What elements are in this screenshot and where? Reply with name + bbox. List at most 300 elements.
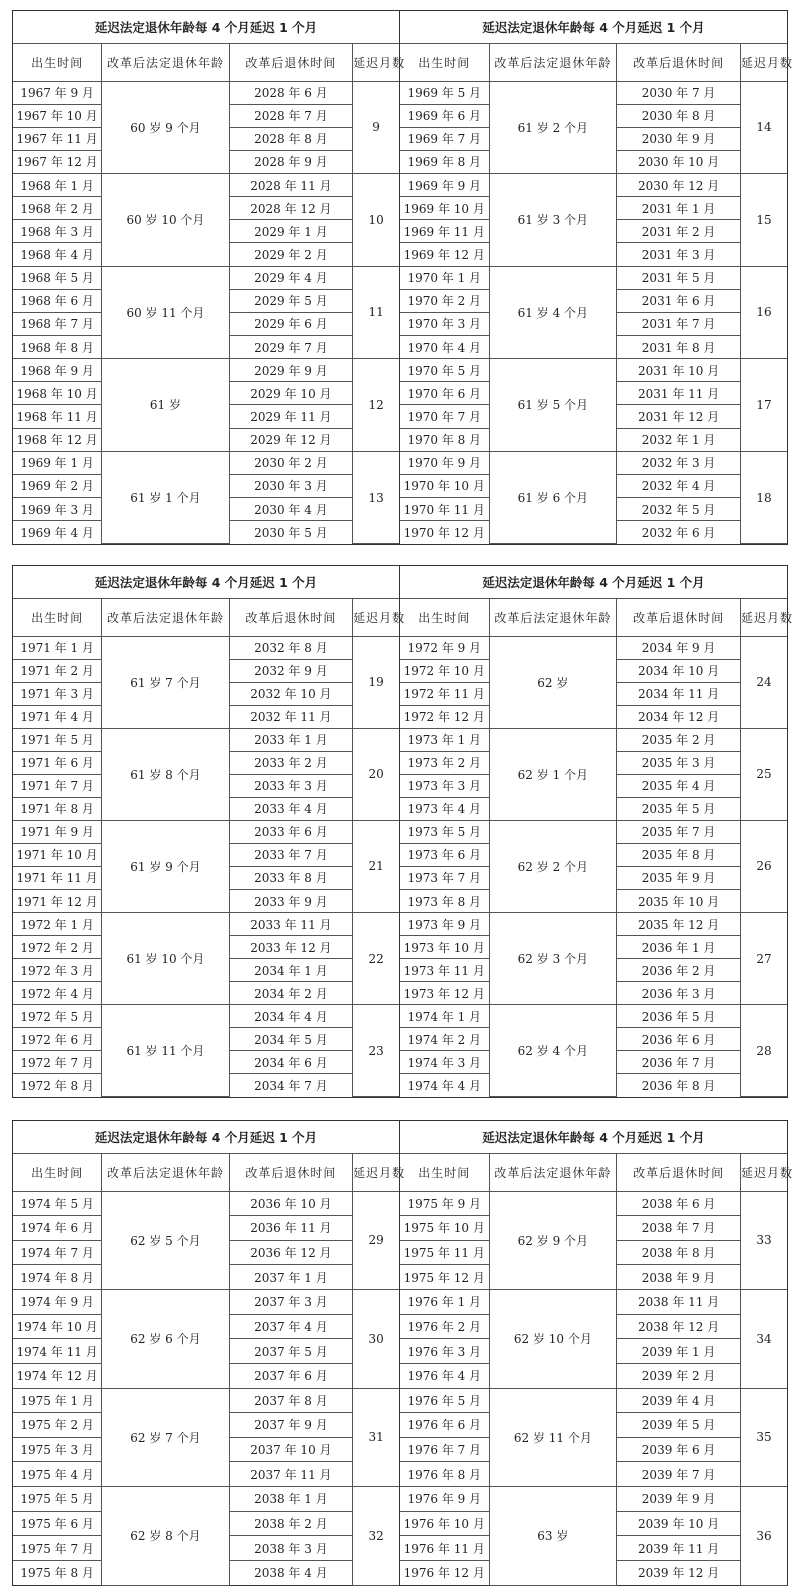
retirement-age-cell: 62 岁 9 个月 <box>489 1191 617 1290</box>
birth-date-cell: 1973 年 9 月 <box>400 913 489 936</box>
birth-date-cell: 1973 年 3 月 <box>400 774 489 797</box>
retirement-date-cell: 2039 年 1 月 <box>617 1339 741 1364</box>
birth-date-cell: 1974 年 7 月 <box>13 1240 102 1265</box>
birth-date-cell: 1972 年 12 月 <box>400 705 489 728</box>
retirement-date-cell: 2034 年 4 月 <box>229 1005 353 1028</box>
birth-date-cell: 1968 年 7 月 <box>13 312 102 335</box>
table-row <box>13 1005 399 1028</box>
header-retirement-date: 改革后退休时间 <box>229 598 353 636</box>
retirement-date-cell: 2037 年 1 月 <box>229 1265 353 1290</box>
delay-months-cell: 32 <box>353 1487 399 1586</box>
birth-date-cell: 1974 年 6 月 <box>13 1216 102 1241</box>
table-title: 延迟法定退休年龄每 4 个月延迟 1 个月 <box>13 566 399 598</box>
delay-months-cell: 15 <box>741 174 787 267</box>
header-birth-date: 出生时间 <box>400 1153 489 1191</box>
birth-date-cell: 1968 年 10 月 <box>13 382 102 405</box>
retirement-date-cell: 2032 年 5 月 <box>617 498 741 521</box>
birth-date-cell: 1973 年 11 月 <box>400 959 489 982</box>
retirement-age-cell: 62 岁 6 个月 <box>102 1290 229 1389</box>
birth-date-cell: 1969 年 3 月 <box>13 498 102 521</box>
retirement-age-cell: 60 岁 10 个月 <box>102 174 229 267</box>
retirement-date-cell: 2028 年 12 月 <box>229 197 353 220</box>
retirement-date-cell: 2036 年 1 月 <box>617 936 741 959</box>
retirement-age-cell: 62 岁 <box>489 636 617 728</box>
birth-date-cell: 1970 年 4 月 <box>400 336 489 359</box>
retirement-date-cell: 2035 年 8 月 <box>617 843 741 866</box>
birth-date-cell: 1973 年 6 月 <box>400 843 489 866</box>
table-half-right <box>400 566 794 1097</box>
retirement-date-cell: 2034 年 1 月 <box>229 959 353 982</box>
birth-date-cell: 1975 年 12 月 <box>400 1265 489 1290</box>
birth-date-cell: 1968 年 4 月 <box>13 243 102 266</box>
birth-date-cell: 1968 年 1 月 <box>13 174 102 197</box>
birth-date-cell: 1974 年 2 月 <box>400 1028 489 1051</box>
header-delay-months: 延迟月数 <box>353 1153 399 1191</box>
birth-date-cell: 1970 年 8 月 <box>400 428 489 451</box>
birth-date-cell: 1976 年 5 月 <box>400 1388 489 1413</box>
retirement-schedule-table <box>13 1121 406 1586</box>
birth-date-cell: 1972 年 7 月 <box>13 1051 102 1074</box>
retirement-date-cell: 2038 年 4 月 <box>229 1560 353 1585</box>
birth-date-cell: 1969 年 8 月 <box>400 150 489 173</box>
retirement-date-cell: 2034 年 2 月 <box>229 982 353 1005</box>
retirement-age-cell: 62 岁 7 个月 <box>102 1388 229 1487</box>
table-row <box>400 1191 787 1216</box>
retirement-date-cell: 2039 年 9 月 <box>617 1487 741 1512</box>
birth-date-cell: 1975 年 5 月 <box>13 1487 102 1512</box>
retirement-date-cell: 2035 年 12 月 <box>617 913 741 936</box>
table-row <box>400 359 787 382</box>
birth-date-cell: 1968 年 5 月 <box>13 266 102 289</box>
table-row <box>13 1290 399 1315</box>
retirement-date-cell: 2039 年 7 月 <box>617 1462 741 1487</box>
retirement-date-cell: 2033 年 3 月 <box>229 774 353 797</box>
retirement-date-cell: 2035 年 10 月 <box>617 890 741 913</box>
retirement-date-cell: 2034 年 12 月 <box>617 705 741 728</box>
retirement-age-cell: 61 岁 3 个月 <box>489 174 617 267</box>
retirement-date-cell: 2034 年 11 月 <box>617 682 741 705</box>
retirement-date-cell: 2031 年 10 月 <box>617 359 741 382</box>
header-retirement-date: 改革后退休时间 <box>229 1153 353 1191</box>
delay-months-cell: 20 <box>353 728 399 820</box>
table-row <box>400 728 787 751</box>
birth-date-cell: 1976 年 9 月 <box>400 1487 489 1512</box>
retirement-schedule-table <box>13 11 406 544</box>
retirement-date-cell: 2031 年 11 月 <box>617 382 741 405</box>
retirement-date-cell: 2029 年 6 月 <box>229 312 353 335</box>
retirement-age-cell: 60 岁 9 个月 <box>102 81 229 174</box>
retirement-date-cell: 2028 年 8 月 <box>229 127 353 150</box>
retirement-date-cell: 2034 年 5 月 <box>229 1028 353 1051</box>
header-retirement-date: 改革后退休时间 <box>617 1153 741 1191</box>
birth-date-cell: 1972 年 8 月 <box>13 1074 102 1097</box>
retirement-date-cell: 2031 年 6 月 <box>617 289 741 312</box>
retirement-date-cell: 2035 年 9 月 <box>617 866 741 889</box>
retirement-date-cell: 2031 年 3 月 <box>617 243 741 266</box>
table-row <box>400 636 787 659</box>
table-row <box>400 1487 787 1512</box>
retirement-date-cell: 2035 年 3 月 <box>617 751 741 774</box>
birth-date-cell: 1976 年 11 月 <box>400 1536 489 1561</box>
retirement-age-cell: 62 岁 8 个月 <box>102 1487 229 1586</box>
retirement-age-cell: 61 岁 4 个月 <box>489 266 617 359</box>
table-row <box>13 451 399 474</box>
delay-months-cell: 22 <box>353 913 399 1005</box>
retirement-date-cell: 2032 年 1 月 <box>617 428 741 451</box>
retirement-date-cell: 2036 年 2 月 <box>617 959 741 982</box>
birth-date-cell: 1968 年 12 月 <box>13 428 102 451</box>
table-row <box>13 1191 399 1216</box>
birth-date-cell: 1973 年 5 月 <box>400 820 489 843</box>
birth-date-cell: 1972 年 5 月 <box>13 1005 102 1028</box>
retirement-date-cell: 2037 年 5 月 <box>229 1339 353 1364</box>
delay-months-cell: 9 <box>353 81 399 174</box>
birth-date-cell: 1971 年 10 月 <box>13 843 102 866</box>
retirement-date-cell: 2034 年 10 月 <box>617 659 741 682</box>
retirement-date-cell: 2038 年 1 月 <box>229 1487 353 1512</box>
birth-date-cell: 1976 年 1 月 <box>400 1290 489 1315</box>
retirement-age-cell: 62 岁 2 个月 <box>489 820 617 912</box>
birth-date-cell: 1973 年 10 月 <box>400 936 489 959</box>
birth-date-cell: 1970 年 11 月 <box>400 498 489 521</box>
birth-date-cell: 1971 年 1 月 <box>13 636 102 659</box>
birth-date-cell: 1970 年 12 月 <box>400 521 489 544</box>
birth-date-cell: 1973 年 1 月 <box>400 728 489 751</box>
delay-months-cell: 16 <box>741 266 787 359</box>
delay-months-cell: 23 <box>353 1005 399 1097</box>
delay-months-cell: 17 <box>741 359 787 452</box>
retirement-date-cell: 2033 年 4 月 <box>229 797 353 820</box>
birth-date-cell: 1969 年 4 月 <box>13 521 102 544</box>
retirement-table-panel-3 <box>12 1120 794 1586</box>
delay-months-cell: 30 <box>353 1290 399 1389</box>
delay-months-cell: 12 <box>353 359 399 452</box>
birth-date-cell: 1973 年 7 月 <box>400 866 489 889</box>
retirement-date-cell: 2038 年 11 月 <box>617 1290 741 1315</box>
delay-months-cell: 31 <box>353 1388 399 1487</box>
header-birth-date: 出生时间 <box>13 598 102 636</box>
header-birth-date: 出生时间 <box>13 1153 102 1191</box>
delay-months-cell: 18 <box>741 451 787 544</box>
retirement-date-cell: 2029 年 12 月 <box>229 428 353 451</box>
retirement-date-cell: 2034 年 9 月 <box>617 636 741 659</box>
retirement-age-cell: 62 岁 10 个月 <box>489 1290 617 1389</box>
birth-date-cell: 1975 年 2 月 <box>13 1413 102 1438</box>
table-row <box>400 451 787 474</box>
birth-date-cell: 1970 年 3 月 <box>400 312 489 335</box>
retirement-schedule-table <box>400 11 794 544</box>
birth-date-cell: 1973 年 2 月 <box>400 751 489 774</box>
retirement-date-cell: 2036 年 3 月 <box>617 982 741 1005</box>
birth-date-cell: 1968 年 9 月 <box>13 359 102 382</box>
table-row <box>400 820 787 843</box>
retirement-date-cell: 2029 年 4 月 <box>229 266 353 289</box>
table-half-left <box>13 566 406 1097</box>
retirement-date-cell: 2038 年 7 月 <box>617 1216 741 1241</box>
retirement-date-cell: 2036 年 11 月 <box>229 1216 353 1241</box>
table-row <box>13 913 399 936</box>
retirement-date-cell: 2032 年 10 月 <box>229 682 353 705</box>
retirement-date-cell: 2032 年 8 月 <box>229 636 353 659</box>
birth-date-cell: 1976 年 12 月 <box>400 1560 489 1585</box>
birth-date-cell: 1976 年 6 月 <box>400 1413 489 1438</box>
header-retirement-age: 改革后法定退休年龄 <box>489 1153 617 1191</box>
header-delay-months: 延迟月数 <box>741 43 787 81</box>
birth-date-cell: 1974 年 3 月 <box>400 1051 489 1074</box>
retirement-age-cell: 62 岁 1 个月 <box>489 728 617 820</box>
retirement-date-cell: 2036 年 5 月 <box>617 1005 741 1028</box>
birth-date-cell: 1969 年 1 月 <box>13 451 102 474</box>
retirement-age-cell: 62 岁 11 个月 <box>489 1388 617 1487</box>
birth-date-cell: 1972 年 1 月 <box>13 913 102 936</box>
header-retirement-age: 改革后法定退休年龄 <box>102 43 229 81</box>
table-row <box>13 81 399 104</box>
birth-date-cell: 1975 年 6 月 <box>13 1511 102 1536</box>
delay-months-cell: 29 <box>353 1191 399 1290</box>
retirement-date-cell: 2028 年 9 月 <box>229 150 353 173</box>
birth-date-cell: 1969 年 5 月 <box>400 81 489 104</box>
delay-months-cell: 11 <box>353 266 399 359</box>
retirement-date-cell: 2033 年 1 月 <box>229 728 353 751</box>
table-row <box>13 820 399 843</box>
table-half-left <box>13 11 406 544</box>
retirement-date-cell: 2036 年 10 月 <box>229 1191 353 1216</box>
retirement-date-cell: 2029 年 9 月 <box>229 359 353 382</box>
delay-months-cell: 24 <box>741 636 787 728</box>
birth-date-cell: 1974 年 1 月 <box>400 1005 489 1028</box>
birth-date-cell: 1973 年 8 月 <box>400 890 489 913</box>
birth-date-cell: 1968 年 2 月 <box>13 197 102 220</box>
retirement-date-cell: 2033 年 11 月 <box>229 913 353 936</box>
delay-months-cell: 19 <box>353 636 399 728</box>
birth-date-cell: 1970 年 7 月 <box>400 405 489 428</box>
retirement-date-cell: 2033 年 9 月 <box>229 890 353 913</box>
retirement-date-cell: 2035 年 7 月 <box>617 820 741 843</box>
retirement-date-cell: 2030 年 3 月 <box>229 474 353 497</box>
birth-date-cell: 1970 年 6 月 <box>400 382 489 405</box>
retirement-date-cell: 2033 年 6 月 <box>229 820 353 843</box>
birth-date-cell: 1974 年 12 月 <box>13 1363 102 1388</box>
birth-date-cell: 1975 年 8 月 <box>13 1560 102 1585</box>
retirement-date-cell: 2035 年 5 月 <box>617 797 741 820</box>
birth-date-cell: 1970 年 2 月 <box>400 289 489 312</box>
retirement-date-cell: 2030 年 10 月 <box>617 150 741 173</box>
retirement-date-cell: 2030 年 9 月 <box>617 127 741 150</box>
retirement-date-cell: 2032 年 3 月 <box>617 451 741 474</box>
retirement-age-cell: 61 岁 5 个月 <box>489 359 617 452</box>
retirement-date-cell: 2030 年 7 月 <box>617 81 741 104</box>
table-row <box>400 1005 787 1028</box>
retirement-date-cell: 2035 年 4 月 <box>617 774 741 797</box>
birth-date-cell: 1974 年 5 月 <box>13 1191 102 1216</box>
birth-date-cell: 1972 年 6 月 <box>13 1028 102 1051</box>
birth-date-cell: 1971 年 8 月 <box>13 797 102 820</box>
birth-date-cell: 1971 年 3 月 <box>13 682 102 705</box>
retirement-date-cell: 2038 年 2 月 <box>229 1511 353 1536</box>
retirement-schedule-table <box>400 566 794 1097</box>
retirement-date-cell: 2036 年 7 月 <box>617 1051 741 1074</box>
retirement-date-cell: 2034 年 6 月 <box>229 1051 353 1074</box>
table-title: 延迟法定退休年龄每 4 个月延迟 1 个月 <box>400 566 787 598</box>
retirement-age-cell: 62 岁 3 个月 <box>489 913 617 1005</box>
retirement-date-cell: 2037 年 11 月 <box>229 1462 353 1487</box>
table-row <box>400 174 787 197</box>
retirement-age-cell: 62 岁 4 个月 <box>489 1005 617 1097</box>
retirement-age-cell: 61 岁 11 个月 <box>102 1005 229 1097</box>
retirement-age-cell: 61 岁 2 个月 <box>489 81 617 174</box>
birth-date-cell: 1968 年 8 月 <box>13 336 102 359</box>
table-row <box>13 1388 399 1413</box>
retirement-date-cell: 2032 年 4 月 <box>617 474 741 497</box>
retirement-date-cell: 2033 年 8 月 <box>229 866 353 889</box>
retirement-date-cell: 2030 年 12 月 <box>617 174 741 197</box>
retirement-date-cell: 2031 年 2 月 <box>617 220 741 243</box>
retirement-age-cell: 61 岁 6 个月 <box>489 451 617 544</box>
retirement-date-cell: 2031 年 5 月 <box>617 266 741 289</box>
table-row <box>13 266 399 289</box>
delay-months-cell: 21 <box>353 820 399 912</box>
retirement-date-cell: 2039 年 2 月 <box>617 1363 741 1388</box>
retirement-age-cell: 61 岁 1 个月 <box>102 451 229 544</box>
birth-date-cell: 1971 年 9 月 <box>13 820 102 843</box>
retirement-date-cell: 2032 年 9 月 <box>229 659 353 682</box>
delay-months-cell: 33 <box>741 1191 787 1290</box>
retirement-date-cell: 2034 年 7 月 <box>229 1074 353 1097</box>
retirement-schedule-table <box>13 566 406 1097</box>
retirement-date-cell: 2029 年 1 月 <box>229 220 353 243</box>
table-row <box>13 1487 399 1512</box>
header-retirement-age: 改革后法定退休年龄 <box>489 598 617 636</box>
retirement-table-panel-1 <box>12 10 794 545</box>
birth-date-cell: 1976 年 10 月 <box>400 1511 489 1536</box>
delay-months-cell: 34 <box>741 1290 787 1389</box>
table-title: 延迟法定退休年龄每 4 个月延迟 1 个月 <box>13 1121 399 1153</box>
retirement-date-cell: 2038 年 9 月 <box>617 1265 741 1290</box>
delay-months-cell: 35 <box>741 1388 787 1487</box>
header-retirement-age: 改革后法定退休年龄 <box>102 1153 229 1191</box>
retirement-date-cell: 2029 年 2 月 <box>229 243 353 266</box>
birth-date-cell: 1975 年 9 月 <box>400 1191 489 1216</box>
retirement-date-cell: 2031 年 1 月 <box>617 197 741 220</box>
birth-date-cell: 1967 年 11 月 <box>13 127 102 150</box>
birth-date-cell: 1972 年 10 月 <box>400 659 489 682</box>
birth-date-cell: 1974 年 8 月 <box>13 1265 102 1290</box>
table-half-right <box>400 1121 794 1585</box>
retirement-date-cell: 2028 年 7 月 <box>229 104 353 127</box>
header-delay-months: 延迟月数 <box>741 1153 787 1191</box>
retirement-date-cell: 2039 年 6 月 <box>617 1437 741 1462</box>
birth-date-cell: 1970 年 5 月 <box>400 359 489 382</box>
retirement-date-cell: 2031 年 7 月 <box>617 312 741 335</box>
delay-months-cell: 25 <box>741 728 787 820</box>
birth-date-cell: 1975 年 7 月 <box>13 1536 102 1561</box>
birth-date-cell: 1969 年 10 月 <box>400 197 489 220</box>
retirement-age-cell: 61 岁 9 个月 <box>102 820 229 912</box>
header-retirement-date: 改革后退休时间 <box>617 598 741 636</box>
retirement-date-cell: 2037 年 8 月 <box>229 1388 353 1413</box>
retirement-date-cell: 2033 年 12 月 <box>229 936 353 959</box>
table-row <box>400 1290 787 1315</box>
retirement-age-cell: 60 岁 11 个月 <box>102 266 229 359</box>
birth-date-cell: 1971 年 6 月 <box>13 751 102 774</box>
header-delay-months: 延迟月数 <box>741 598 787 636</box>
delay-months-cell: 28 <box>741 1005 787 1097</box>
header-retirement-date: 改革后退休时间 <box>229 43 353 81</box>
birth-date-cell: 1969 年 9 月 <box>400 174 489 197</box>
table-title: 延迟法定退休年龄每 4 个月延迟 1 个月 <box>400 11 787 43</box>
retirement-date-cell: 2033 年 2 月 <box>229 751 353 774</box>
retirement-date-cell: 2036 年 8 月 <box>617 1074 741 1097</box>
retirement-date-cell: 2037 年 6 月 <box>229 1363 353 1388</box>
birth-date-cell: 1975 年 4 月 <box>13 1462 102 1487</box>
retirement-age-cell: 61 岁 8 个月 <box>102 728 229 820</box>
birth-date-cell: 1970 年 10 月 <box>400 474 489 497</box>
birth-date-cell: 1967 年 12 月 <box>13 150 102 173</box>
retirement-age-cell: 61 岁 10 个月 <box>102 913 229 1005</box>
birth-date-cell: 1971 年 2 月 <box>13 659 102 682</box>
retirement-age-cell: 62 岁 5 个月 <box>102 1191 229 1290</box>
retirement-date-cell: 2030 年 2 月 <box>229 451 353 474</box>
delay-months-cell: 14 <box>741 81 787 174</box>
retirement-date-cell: 2031 年 8 月 <box>617 336 741 359</box>
header-retirement-age: 改革后法定退休年龄 <box>489 43 617 81</box>
birth-date-cell: 1974 年 9 月 <box>13 1290 102 1315</box>
retirement-date-cell: 2037 年 3 月 <box>229 1290 353 1315</box>
birth-date-cell: 1969 年 11 月 <box>400 220 489 243</box>
birth-date-cell: 1972 年 3 月 <box>13 959 102 982</box>
retirement-date-cell: 2037 年 10 月 <box>229 1437 353 1462</box>
retirement-date-cell: 2029 年 10 月 <box>229 382 353 405</box>
table-row <box>13 359 399 382</box>
retirement-date-cell: 2036 年 12 月 <box>229 1240 353 1265</box>
retirement-date-cell: 2039 年 10 月 <box>617 1511 741 1536</box>
table-title: 延迟法定退休年龄每 4 个月延迟 1 个月 <box>400 1121 787 1153</box>
retirement-date-cell: 2039 年 11 月 <box>617 1536 741 1561</box>
birth-date-cell: 1975 年 10 月 <box>400 1216 489 1241</box>
birth-date-cell: 1971 年 7 月 <box>13 774 102 797</box>
birth-date-cell: 1973 年 12 月 <box>400 982 489 1005</box>
birth-date-cell: 1972 年 2 月 <box>13 936 102 959</box>
table-half-left <box>13 1121 406 1585</box>
table-title: 延迟法定退休年龄每 4 个月延迟 1 个月 <box>13 11 399 43</box>
table-row <box>400 1388 787 1413</box>
birth-date-cell: 1969 年 2 月 <box>13 474 102 497</box>
retirement-date-cell: 2037 年 9 月 <box>229 1413 353 1438</box>
birth-date-cell: 1967 年 9 月 <box>13 81 102 104</box>
retirement-date-cell: 2032 年 11 月 <box>229 705 353 728</box>
birth-date-cell: 1975 年 11 月 <box>400 1240 489 1265</box>
retirement-date-cell: 2029 年 11 月 <box>229 405 353 428</box>
header-delay-months: 延迟月数 <box>353 598 399 636</box>
birth-date-cell: 1970 年 1 月 <box>400 266 489 289</box>
birth-date-cell: 1973 年 4 月 <box>400 797 489 820</box>
table-row <box>400 266 787 289</box>
birth-date-cell: 1968 年 3 月 <box>13 220 102 243</box>
retirement-age-cell: 61 岁 <box>102 359 229 452</box>
retirement-date-cell: 2032 年 6 月 <box>617 521 741 544</box>
table-row <box>13 728 399 751</box>
retirement-age-cell: 61 岁 7 个月 <box>102 636 229 728</box>
birth-date-cell: 1971 年 12 月 <box>13 890 102 913</box>
retirement-date-cell: 2029 年 7 月 <box>229 336 353 359</box>
table-row <box>400 913 787 936</box>
birth-date-cell: 1970 年 9 月 <box>400 451 489 474</box>
retirement-date-cell: 2035 年 2 月 <box>617 728 741 751</box>
birth-date-cell: 1971 年 4 月 <box>13 705 102 728</box>
birth-date-cell: 1975 年 1 月 <box>13 1388 102 1413</box>
birth-date-cell: 1976 年 3 月 <box>400 1339 489 1364</box>
birth-date-cell: 1976 年 4 月 <box>400 1363 489 1388</box>
